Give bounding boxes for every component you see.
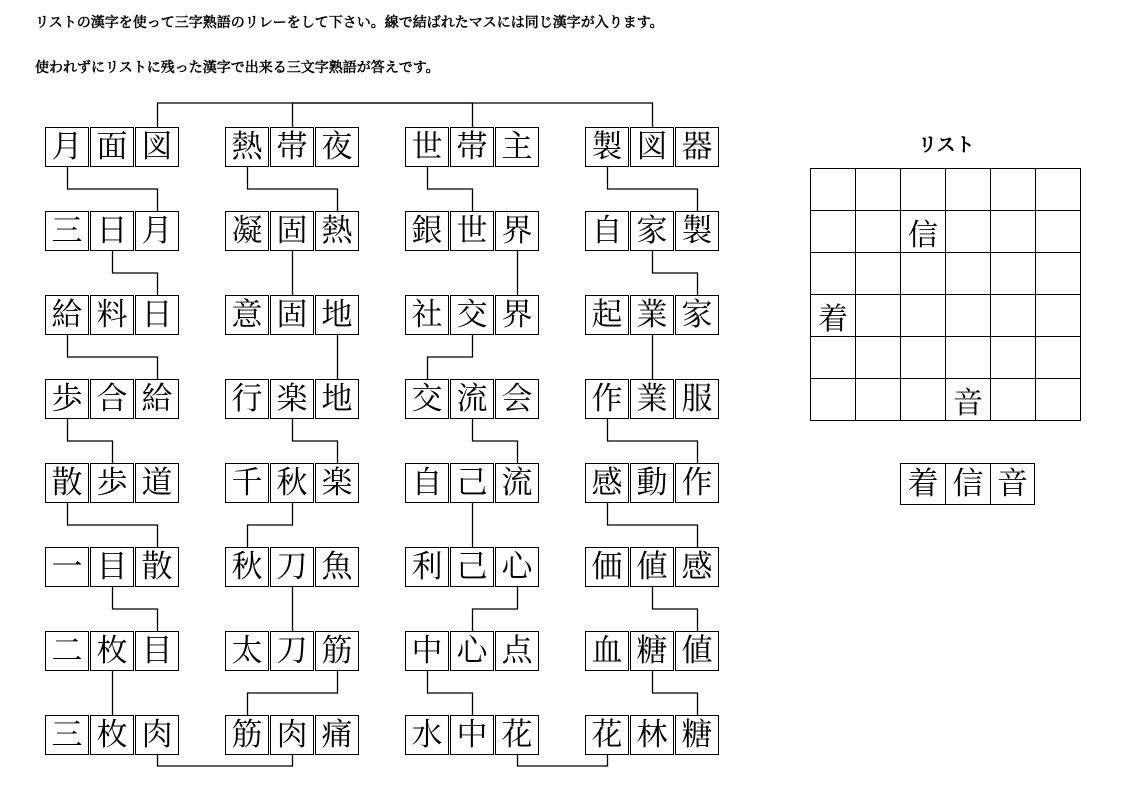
list-cell[interactable] [856,169,901,211]
connector-line [158,755,293,766]
connector-line [293,103,473,127]
kanji-cell[interactable]: 心 [450,631,494,671]
kanji-cell[interactable]: 熱 [315,211,359,251]
kanji-cell[interactable]: 千 [225,463,269,503]
word-box [225,547,359,587]
kanji-cell[interactable]: 秋 [225,547,269,587]
kanji-cell[interactable]: 面 [90,127,134,167]
word-box [225,715,359,755]
connector-line [113,587,158,631]
list-cell[interactable] [856,211,901,253]
word-box [585,379,719,419]
kanji-cell[interactable]: 己 [450,463,494,503]
answer-cell[interactable]: 音 [990,463,1035,505]
word-box [45,211,179,251]
kanji-cell[interactable]: 値 [675,631,719,671]
list-cell[interactable] [991,169,1036,211]
word-box [45,631,179,671]
word-box [405,547,539,587]
kanji-cell[interactable]: 固 [270,211,314,251]
kanji-cell[interactable]: 業 [630,295,674,335]
kanji-cell[interactable]: 水 [405,715,449,755]
list-cell[interactable] [1036,169,1081,211]
connector-line [293,419,338,463]
kanji-cell[interactable]: 太 [225,631,269,671]
list-cell[interactable]: 着 [811,295,856,337]
kanji-cell[interactable]: 銀 [405,211,449,251]
kanji-cell[interactable]: 料 [90,295,134,335]
kanji-cell[interactable]: 服 [675,379,719,419]
answer-cell[interactable]: 信 [945,463,990,505]
list-cell[interactable] [901,337,946,379]
kanji-cell[interactable]: 給 [135,379,179,419]
kanji-cell[interactable]: 楽 [315,463,359,503]
kanji-cell[interactable]: 主 [495,127,539,167]
word-box [405,211,539,251]
list-cell[interactable] [901,295,946,337]
list-cell[interactable] [856,379,901,421]
kanji-cell[interactable]: 利 [405,547,449,587]
kanji-cell[interactable]: 道 [135,463,179,503]
kanji-cell[interactable]: 感 [585,463,629,503]
kanji-cell[interactable]: 枚 [90,631,134,671]
list-cell[interactable] [901,169,946,211]
kanji-cell[interactable]: 自 [585,211,629,251]
kanji-cell[interactable]: 糖 [675,715,719,755]
list-cell[interactable]: 信 [901,211,946,253]
kanji-cell[interactable]: 目 [135,631,179,671]
kanji-cell[interactable]: 筋 [225,715,269,755]
kanji-cell[interactable]: 三 [45,211,89,251]
word-box [225,379,359,419]
kanji-cell[interactable]: 糖 [630,631,674,671]
connector-line [473,419,518,463]
connector-line [68,419,113,463]
kanji-cell[interactable]: 界 [495,211,539,251]
connector-line [653,671,698,715]
word-box [585,295,719,335]
kanji-cell[interactable]: 点 [495,631,539,671]
kanji-cell[interactable]: 刀 [270,631,314,671]
kanji-cell[interactable]: 熱 [225,127,269,167]
instruction-line-1: リストの漢字を使って三字熟語のリレーをして下さい。線で結ばれたマスには同じ漢字が入ります。 [35,15,664,31]
word-box [225,463,359,503]
connector-line [608,167,698,211]
kanji-cell[interactable]: 流 [450,379,494,419]
connector-line [428,167,473,211]
connector-line [608,503,698,547]
connector-line [653,251,698,295]
kanji-cell[interactable]: 製 [675,211,719,251]
list-cell[interactable] [991,295,1036,337]
kanji-cell[interactable]: 流 [495,463,539,503]
kanji-cell[interactable]: 図 [135,127,179,167]
kanji-cell[interactable]: 感 [675,547,719,587]
kanji-cell[interactable]: 製 [585,127,629,167]
word-box [585,631,719,671]
list-cell[interactable] [1036,253,1081,295]
list-cell[interactable]: 音 [946,379,991,421]
list-cell[interactable] [946,295,991,337]
kanji-cell[interactable]: 価 [585,547,629,587]
kanji-cell[interactable]: 肉 [270,715,314,755]
word-box [585,547,719,587]
connector-line [248,167,338,211]
kanji-cell[interactable]: 界 [495,295,539,335]
kanji-cell[interactable]: 心 [495,547,539,587]
list-cell[interactable] [811,169,856,211]
kanji-cell[interactable]: 作 [585,379,629,419]
kanji-cell[interactable]: 散 [45,463,89,503]
kanji-cell[interactable]: 図 [630,127,674,167]
kanji-cell[interactable]: 業 [630,379,674,419]
list-cell[interactable] [811,379,856,421]
word-box [45,547,179,587]
connector-line [68,335,158,379]
kanji-cell[interactable]: 行 [225,379,269,419]
word-box [405,295,539,335]
word-box [585,463,719,503]
kanji-cell[interactable]: 月 [45,127,89,167]
list-cell[interactable] [1036,337,1081,379]
kanji-cell[interactable]: 魚 [315,547,359,587]
word-box [45,127,179,167]
kanji-cell[interactable]: 家 [675,295,719,335]
word-box [585,715,719,755]
list-cell[interactable] [991,211,1036,253]
word-box [405,127,539,167]
kanji-cell[interactable]: 会 [495,379,539,419]
kanji-cell[interactable]: 中 [450,715,494,755]
kanji-cell[interactable]: 林 [630,715,674,755]
kanji-cell[interactable]: 値 [630,547,674,587]
kanji-cell[interactable]: 血 [585,631,629,671]
kanji-cell[interactable]: 交 [405,379,449,419]
word-box [405,631,539,671]
kanji-cell[interactable]: 日 [135,295,179,335]
kanji-cell[interactable]: 己 [450,547,494,587]
kanji-cell[interactable]: 地 [315,379,359,419]
kanji-cell[interactable]: 帯 [270,127,314,167]
word-box [225,631,359,671]
list-cell[interactable] [811,337,856,379]
kanji-cell[interactable]: 一 [45,547,89,587]
answer-cell[interactable]: 着 [900,463,945,505]
kanji-cell[interactable]: 痛 [315,715,359,755]
connector-line [608,419,698,463]
instruction-line-2: 使われずにリストに残った漢字で出来る三文字熟語が答えです。 [35,60,440,76]
kanji-cell[interactable]: 筋 [315,631,359,671]
connector-line [113,251,158,295]
word-box [585,127,719,167]
list-cell[interactable] [946,337,991,379]
list-cell[interactable] [901,379,946,421]
answer-box [900,463,1035,505]
kanji-cell[interactable]: 社 [405,295,449,335]
kanji-cell[interactable]: 中 [405,631,449,671]
word-box [45,379,179,419]
kanji-cell[interactable]: 意 [225,295,269,335]
word-box [45,295,179,335]
kanji-cell[interactable]: 日 [90,211,134,251]
word-box [405,715,539,755]
kanji-cell[interactable]: 散 [135,547,179,587]
connector-line [158,103,653,127]
list-title: リスト [918,134,975,156]
kanji-cell[interactable]: 枚 [90,715,134,755]
list-cell[interactable] [1036,211,1081,253]
word-box [405,463,539,503]
word-box [405,379,539,419]
list-cell[interactable] [991,337,1036,379]
list-cell[interactable] [811,253,856,295]
list-grid [810,168,1081,421]
word-box [585,211,719,251]
kanji-cell[interactable]: 帯 [450,127,494,167]
word-box [225,295,359,335]
kanji-cell[interactable]: 目 [90,547,134,587]
connector-line [473,587,518,631]
list-cell[interactable] [856,253,901,295]
kanji-cell[interactable]: 合 [90,379,134,419]
kanji-cell[interactable]: 交 [450,295,494,335]
word-box [225,211,359,251]
kanji-cell[interactable]: 起 [585,295,629,335]
kanji-cell[interactable]: 凝 [225,211,269,251]
kanji-cell[interactable]: 肉 [135,715,179,755]
connector-line [248,503,293,547]
kanji-cell[interactable]: 世 [405,127,449,167]
connector-line [68,167,158,211]
kanji-cell[interactable]: 自 [405,463,449,503]
list-cell[interactable] [946,211,991,253]
connector-line [653,587,698,631]
list-cell[interactable] [856,295,901,337]
kanji-cell[interactable]: 作 [675,463,719,503]
kanji-cell[interactable]: 家 [630,211,674,251]
kanji-cell[interactable]: 固 [270,295,314,335]
kanji-cell[interactable]: 歩 [45,379,89,419]
list-cell[interactable] [1036,295,1081,337]
kanji-cell[interactable]: 地 [315,295,359,335]
list-cell[interactable] [991,379,1036,421]
kanji-cell[interactable]: 世 [450,211,494,251]
kanji-cell[interactable]: 秋 [270,463,314,503]
list-cell[interactable] [946,253,991,295]
list-cell[interactable] [811,211,856,253]
kanji-cell[interactable]: 器 [675,127,719,167]
kanji-cell[interactable]: 二 [45,631,89,671]
list-cell[interactable] [901,253,946,295]
kanji-cell[interactable]: 刀 [270,547,314,587]
word-box [225,127,359,167]
connector-line [518,755,608,766]
connector-line [68,503,158,547]
kanji-cell[interactable]: 給 [45,295,89,335]
kanji-cell[interactable]: 歩 [90,463,134,503]
kanji-cell[interactable]: 花 [495,715,539,755]
connector-line [248,671,338,715]
word-box [45,715,179,755]
list-cell[interactable] [946,169,991,211]
connector-line [428,671,473,715]
list-cell[interactable] [1036,379,1081,421]
word-box [45,463,179,503]
kanji-cell[interactable]: 花 [585,715,629,755]
kanji-cell[interactable]: 楽 [270,379,314,419]
list-cell[interactable] [991,253,1036,295]
kanji-cell[interactable]: 三 [45,715,89,755]
connector-line [428,335,473,379]
kanji-cell[interactable]: 動 [630,463,674,503]
list-cell[interactable] [856,337,901,379]
kanji-cell[interactable]: 夜 [315,127,359,167]
kanji-cell[interactable]: 月 [135,211,179,251]
